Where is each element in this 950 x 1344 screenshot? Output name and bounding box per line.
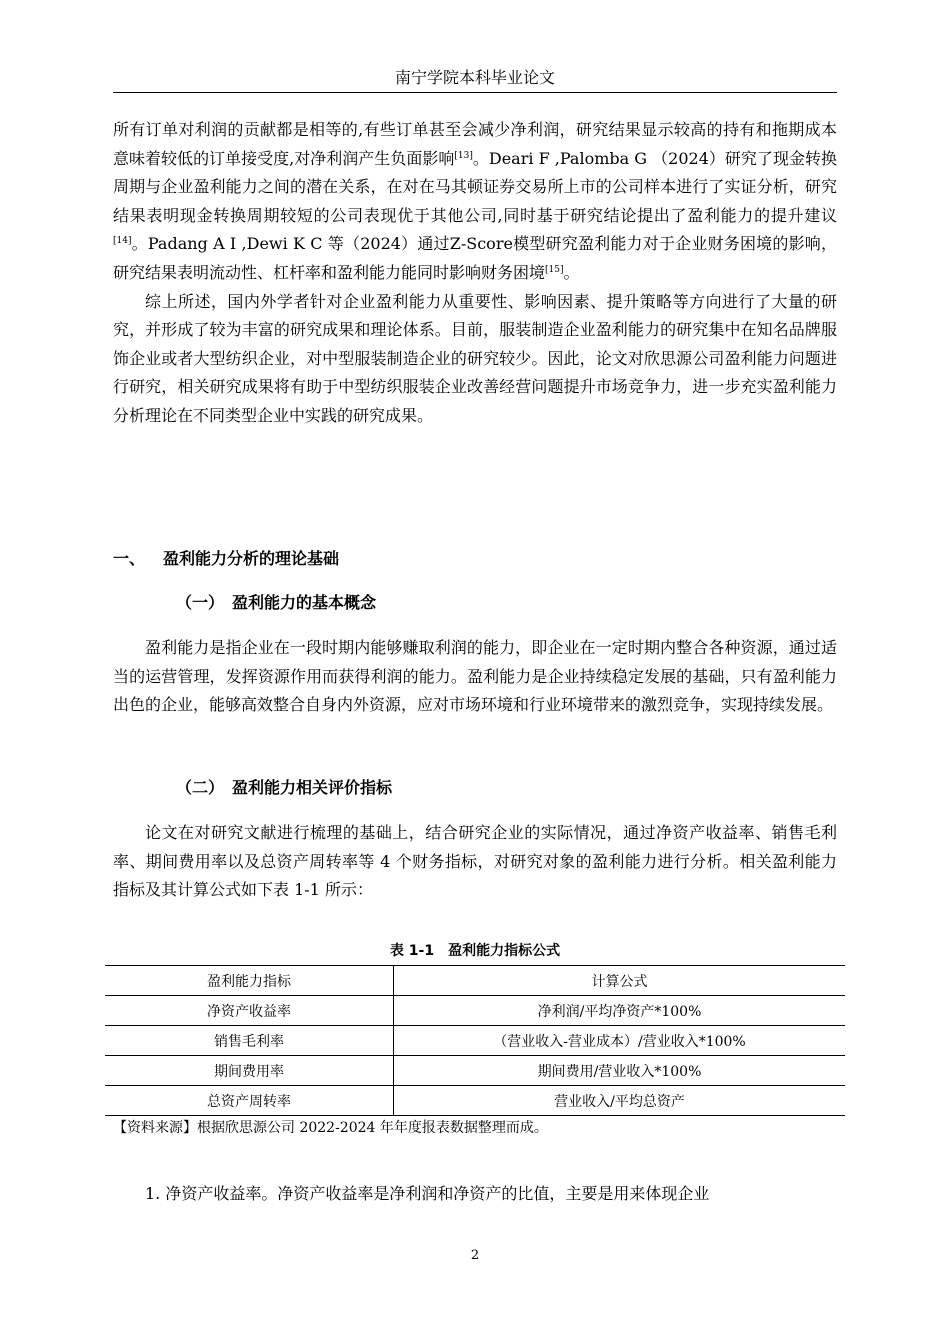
paragraph-2: 综上所述，国内外学者针对企业盈利能力从重要性、影响因素、提升策略等方向进行了大量的研究，并形成了较为丰富的研究成果和理论体系。目前，服装制造企业盈利能力的研究集中在知名品牌服饰企业或者大型纺织企业，对中型服装制造企业的研究较少。因此，论文对欣思源公司盈利能力问题进行研究，相关研究成果将有助于中型纺织服装企业改善经营问题提升市场竞争力，进一步充实盈利能力分析理论在不同类型企业中实践的研究成果。: [113, 291, 837, 425]
table-row: [105, 1056, 845, 1086]
page-number: 2: [470, 1248, 480, 1263]
text-run: 持有和拖期成本意味着较低的订单接受度,对净利润产生负面影响: [113, 120, 837, 168]
table-cell: 净资产收益率: [105, 996, 394, 1026]
page-header: 南宁学院本科毕业论文: [394, 68, 555, 87]
table-cell: 销售毛利率: [105, 1026, 394, 1056]
table-cell: 期间费用率: [105, 1056, 394, 1086]
paragraph-basic-concept: 盈利能力是指企业在一段时期内能够赚取利润的能力，即企业在一定时期内整合各种资源，通过适当的运营管理，发挥资源作用而获得利润的能力。盈利能力是企业持续稳定发展的基础，只有盈利能力出色的企业，能够高效整合自身内外资源，应对市场环境和行业环境带来的激烈竞争，实现持续发展。: [113, 638, 837, 715]
table-source-note: 【资料来源】根据欣思源公司 2022-2024 年年度报表数据整理而成。: [113, 1120, 548, 1136]
subsection-heading-1: [176, 589, 376, 617]
table-header-cell: 计算公式: [394, 966, 846, 996]
header-rule: [113, 92, 837, 93]
table-caption: 表 1-1 盈利能力指标公式: [389, 943, 561, 959]
table-cell: 净利润/平均净资产*100%: [394, 996, 846, 1026]
paragraph-literature-review: [113, 116, 837, 431]
citation: [15]: [545, 264, 564, 275]
subsection-heading-2: [176, 774, 392, 802]
subsection-title: 盈利能力相关评价指标: [232, 778, 393, 797]
section-number: 一、: [113, 549, 146, 568]
list-item-roe: 1. 净资产收益率。净资产收益率是净利润和净资产的比值，主要是用来体现企业: [145, 1184, 710, 1203]
paragraph-evaluation-indicators: 论文在对研究文献进行梳理的基础上，结合研究企业的实际情况，通过净资产收益率、销售毛利率、期间费用率以及总资产周转率等 4 个财务指标，对研究对象的盈利能力进行分析。相关盈利能力指标及其计算公式如下表 1-1 所示：: [113, 823, 837, 900]
section-title: 盈利能力分析的理论基础: [163, 549, 340, 568]
text-run: 。Padang A I ,Dewi K C 等（2024）通过Z-Score模型研究盈利能力对于企业财务困境的影响，研究结果表明流动性、杠杆率和盈利能力能同时影响财务困境: [113, 234, 837, 282]
text-run: 所有订单对利润的贡献都是相等的,有些订单甚至会减少净利润，研究结果显示较高的: [113, 120, 723, 139]
text-run: 。: [563, 262, 580, 282]
table-cell: 营业收入/平均总资产: [394, 1086, 846, 1116]
subsection-title: 盈利能力的基本概念: [232, 593, 377, 612]
subsection-number: （一）: [176, 593, 225, 612]
paragraph-1: [113, 116, 837, 288]
table-row: [105, 1026, 845, 1056]
table-cell: （营业收入-营业成本）/营业收入*100%: [394, 1026, 846, 1056]
table-header-cell: 盈利能力指标: [105, 966, 394, 996]
section-heading-1: [113, 545, 339, 573]
subsection-number: （二）: [176, 778, 225, 797]
table-header-row: [105, 966, 845, 996]
table-cell: 总资产周转率: [105, 1086, 394, 1116]
table-row: [105, 996, 845, 1026]
table-cell: 期间费用/营业收入*100%: [394, 1056, 846, 1086]
text-run: 。Deari F ,Palomba G （2024）研究了现金转换周期与企业盈利能力之间的潜在关系，在对在马其顿证券交易所上市的公司样本进行了实证分析，研究结果表明现金转换周期较短的公司表现优于其他公司,同时基于研究结论提出了盈利能力的提升建议: [113, 148, 837, 225]
citation: [13]: [454, 150, 473, 161]
metrics-table: [105, 965, 845, 1116]
citation: [14]: [113, 236, 132, 247]
table-row: [105, 1086, 845, 1116]
